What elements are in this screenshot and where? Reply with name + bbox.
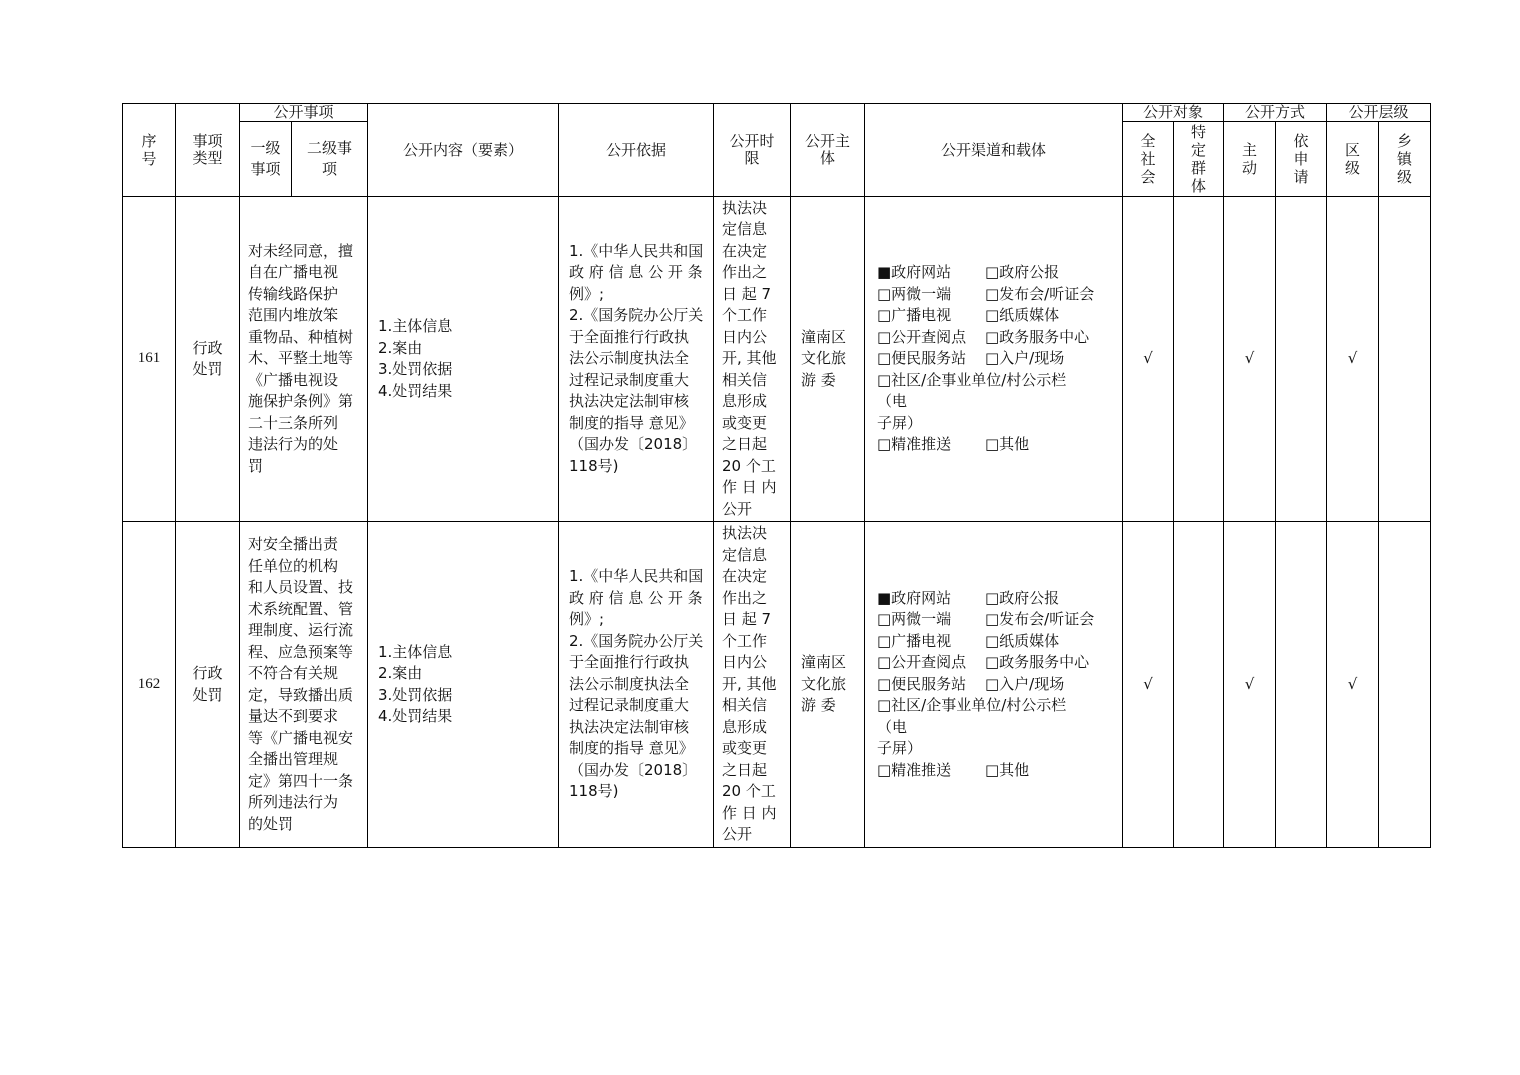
row-type: 行政 处罚	[176, 197, 240, 522]
row-target-all: √	[1123, 197, 1174, 522]
header-basis: 公开依据	[559, 104, 714, 197]
channel-gov-website: ■政府网站	[877, 588, 952, 607]
header-target-all: 全 社 会	[1123, 122, 1174, 197]
row-target-group	[1174, 522, 1224, 848]
channel-print-media: □纸质媒体	[985, 631, 1060, 650]
channel-service-station: □便民服务站	[877, 349, 967, 368]
header-level2: 二级事 项	[292, 122, 368, 197]
row-method-apply	[1276, 522, 1327, 848]
row-seq: 162	[123, 522, 176, 848]
header-public-matter: 公开事项	[240, 104, 368, 122]
channel-print-media: □纸质媒体	[985, 306, 1060, 325]
channel-broadcast-tv: □广播电视	[877, 306, 952, 325]
channel-broadcast-tv: □广播电视	[877, 631, 952, 650]
header-type: 事项 类型	[176, 104, 240, 197]
channel-onsite: □入户/现场	[985, 674, 1065, 693]
channel-gov-gazette: □政府公报	[985, 263, 1060, 282]
header-level-district: 区 级	[1327, 122, 1379, 197]
channel-press-hearing: □发布会/听证会	[985, 610, 1095, 629]
channel-service-station: □便民服务站	[877, 674, 967, 693]
row-level-town	[1379, 522, 1431, 848]
row-basis: 1.《中华人民共和国 政 府 信 息 公 开 条 例》; 2.《国务院办公厅关 于全面推行行政执 法公示制度执法全 过程记录制度重大 执法决定法制审核 制度的指导 意见》 （国办发〔2018〕 118号)	[559, 197, 714, 522]
row-level-town	[1379, 197, 1431, 522]
disclosure-table	[122, 103, 1431, 848]
table-row	[123, 522, 1431, 848]
row-content: 1.主体信息 2.案由 3.处罚依据 4.处罚结果	[368, 522, 559, 848]
channel-reading-point: □公开查阅点	[877, 327, 967, 346]
channel-gov-gazette: □政府公报	[985, 588, 1060, 607]
channel-wechat-weibo: □两微一端	[877, 284, 952, 303]
channel-precise-push: □精准推送	[877, 760, 952, 779]
row-subject: 潼南区 文化旅 游 委	[791, 197, 865, 522]
row-method-active: √	[1224, 522, 1276, 848]
header-content: 公开内容（要素）	[368, 104, 559, 197]
header-level-town: 乡 镇 级	[1379, 122, 1431, 197]
header-level1: 一级 事项	[240, 122, 292, 197]
channel-service-center: □政务服务中心	[985, 653, 1090, 672]
row-time-limit: 执法决 定信息 在决定 作出之 日 起 7 个工作 日内公 开, 其他 相关信 息形成 或变更 之日起 20 个工 作 日 内 公开	[714, 197, 791, 522]
channel-other: □其他	[985, 760, 1030, 779]
row-method-active: √	[1224, 197, 1276, 522]
row-type: 行政 处罚	[176, 522, 240, 848]
table-row	[123, 197, 1431, 522]
row-level-district: √	[1327, 197, 1379, 522]
header-target: 公开对象	[1123, 104, 1224, 122]
header-channel: 公开渠道和载体	[865, 104, 1123, 197]
channel-service-center: □政务服务中心	[985, 327, 1090, 346]
row-target-all: √	[1123, 522, 1174, 848]
row-subject: 潼南区 文化旅 游 委	[791, 522, 865, 848]
header-target-group: 特 定 群 体	[1174, 122, 1224, 197]
row-method-apply	[1276, 197, 1327, 522]
header-subject: 公开主 体	[791, 104, 865, 197]
channel-bulletin-board: □社区/企事业单位/村公示栏（电 子屏）	[877, 696, 1067, 758]
header-method-active: 主 动	[1224, 122, 1276, 197]
channel-press-hearing: □发布会/听证会	[985, 284, 1095, 303]
row-channels	[865, 522, 1123, 848]
header-level: 公开层级	[1327, 104, 1431, 122]
row-time-limit: 执法决 定信息 在决定 作出之 日 起 7 个工作 日内公 开, 其他 相关信 息形成 或变更 之日起 20 个工 作 日 内 公开	[714, 522, 791, 848]
row-channels	[865, 197, 1123, 522]
channel-other: □其他	[985, 435, 1030, 454]
channel-gov-website: ■政府网站	[877, 263, 952, 282]
row-seq: 161	[123, 197, 176, 522]
row-level-district: √	[1327, 522, 1379, 848]
header-time-limit: 公开时 限	[714, 104, 791, 197]
channel-reading-point: □公开查阅点	[877, 653, 967, 672]
header-method: 公开方式	[1224, 104, 1327, 122]
header-method-apply: 依 申 请	[1276, 122, 1327, 197]
channel-onsite: □入户/现场	[985, 349, 1065, 368]
row-target-group	[1174, 197, 1224, 522]
channel-bulletin-board: □社区/企事业单位/村公示栏（电 子屏）	[877, 370, 1067, 432]
header-seq: 序 号	[123, 104, 176, 197]
row-matter: 对未经同意，擅 自在广播电视 传输线路保护 范围内堆放笨 重物品、种植树 木、平整土地等 《广播电视设 施保护条例》第 二十三条所列 违法行为的处 罚	[240, 197, 368, 522]
channel-wechat-weibo: □两微一端	[877, 610, 952, 629]
row-content: 1.主体信息 2.案由 3.处罚依据 4.处罚结果	[368, 197, 559, 522]
channel-precise-push: □精准推送	[877, 435, 952, 454]
row-basis: 1.《中华人民共和国 政 府 信 息 公 开 条 例》; 2.《国务院办公厅关 于全面推行行政执 法公示制度执法全 过程记录制度重大 执法决定法制审核 制度的指导 意见》 （国办发〔2018〕 118号)	[559, 522, 714, 848]
row-matter: 对安全播出责 任单位的机构 和人员设置、技 术系统配置、管 理制度、运行流 程、应急预案等 不符合有关规 定，导致播出质 量达不到要求 等《广播电视安 全播出管理规 定》第四十一条 所列违法行为 的处罚	[240, 522, 368, 848]
